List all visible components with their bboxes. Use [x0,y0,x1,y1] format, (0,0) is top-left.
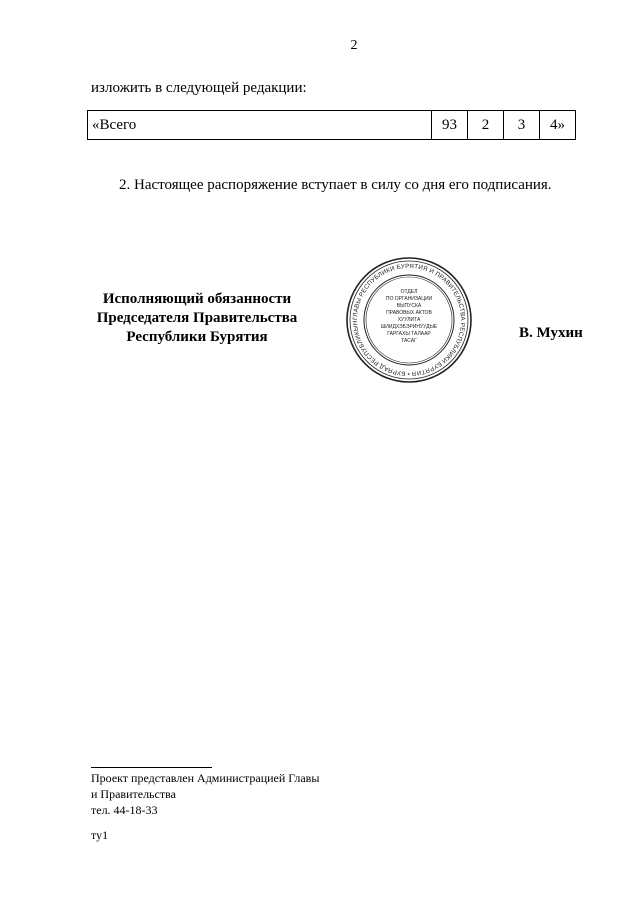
document-code: ту1 [91,828,109,842]
seal-center-line: ШИИДХЭБЭРИНУУДЫЕ [380,324,438,330]
table-row [88,111,576,140]
seal-center-line: ХУУЛИТА [397,317,421,323]
footnote-line: Проект представлен Администрацией Главы [91,771,320,785]
seal-center-line: ОТДЕЛ [400,289,418,295]
seal-center-line: ПО ОРГАНИЗАЦИИ [385,296,433,302]
seal-center-line: ГАРГАХЫ ТАЛААР [387,331,431,337]
total-value-cell: 4» [540,111,576,140]
seal-outer-text: ГЛАВЫ РЕСПУБЛИКИ БУРЯТИЯ И ПРАВИТЕЛЬСТВА РЕСПУБЛИКИ БУРЯТИЯ • БУРЯАД РЕСПУБЛИКЫН [351,262,467,378]
seal-center-line: ПРАВОВЫХ АКТОВ [386,310,432,316]
official-seal [344,255,474,385]
footnote [91,770,319,818]
intro-text: изложить в следующей редакции: [91,80,307,96]
signer-position [86,290,308,347]
footnote-line: и Правительства [91,787,176,801]
total-table [87,110,576,140]
page-number: 2 [350,38,358,53]
signer-name: В. Мухин [519,325,583,341]
total-value-cell: 3 [504,111,540,140]
seal-image [344,255,474,385]
total-label-cell: «Всего [88,111,432,140]
seal-center-line: ВЫПУСКА [396,303,422,309]
signer-position-line: Председателя Правительства [96,310,298,326]
signer-position-line: Исполняющий обязанности [102,291,292,307]
footnote-line: тел. 44-18-33 [91,803,158,817]
total-value-cell: 93 [432,111,468,140]
signer-position-line: Республики Бурятия [126,329,268,345]
svg-text:ГЛАВЫ РЕСПУБЛИКИ БУРЯТИЯ И ПРА [344,255,466,377]
clause-text: 2. Настоящее распоряжение вступает в силу со дня его подписания. [119,177,552,193]
footnote-divider [91,767,212,768]
total-value-cell: 2 [468,111,504,140]
seal-center-line: ТАСАГ [401,338,417,344]
